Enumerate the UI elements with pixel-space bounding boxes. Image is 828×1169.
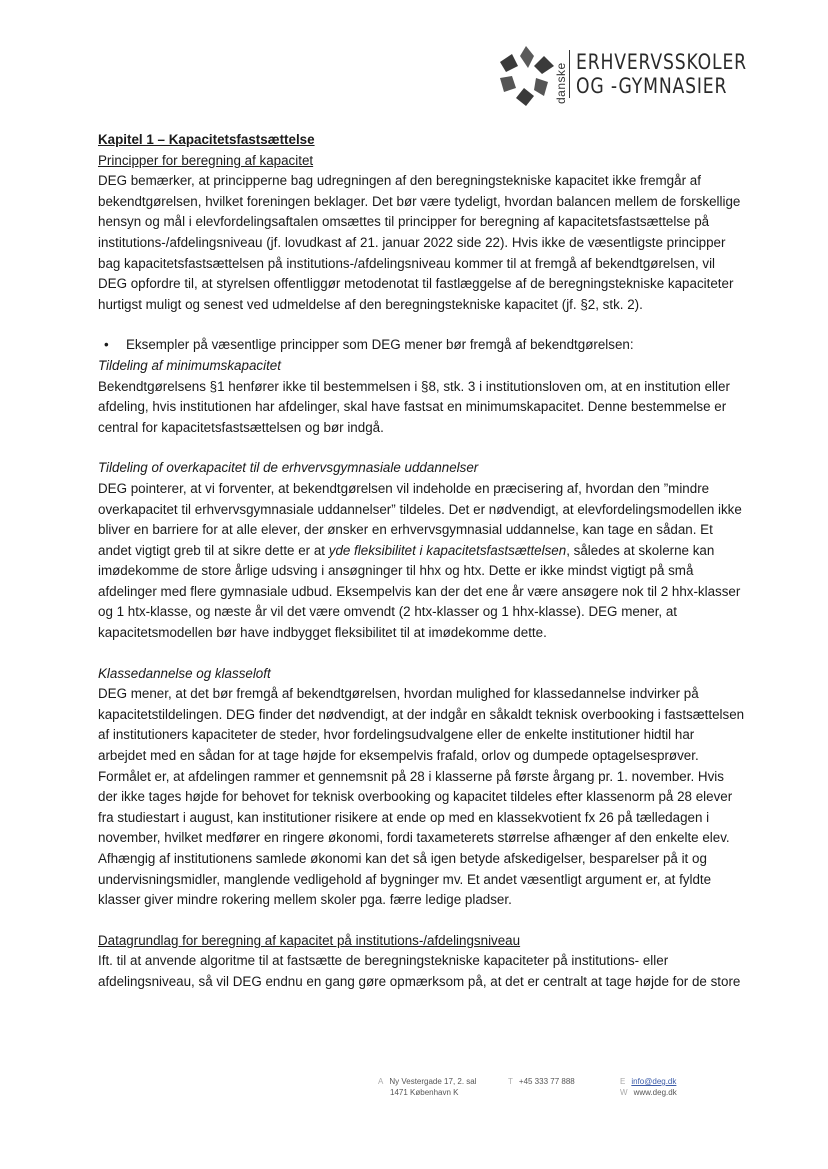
logo-line-2: OG -GYMNASIER bbox=[576, 74, 728, 98]
email-label: E bbox=[620, 1077, 626, 1086]
logo-divider bbox=[569, 50, 570, 98]
address-line-1: Ny Vestergade 17, 2. sal bbox=[389, 1077, 477, 1086]
data-basis-paragraph: Ift. til at anvende algoritme til at fastsætte de beregningstekniske kapaciteter på institutions- eller afdelingsniveau, så vil DEG endnu en gang gøre opmærksom på, at det er centralt at tage højde for de store bbox=[98, 953, 741, 989]
web-label: W bbox=[620, 1088, 628, 1097]
deg-logo bbox=[496, 44, 756, 114]
minimum-capacity-text: Bekendtgørelsens §1 henfører ikke til bestemmelsen i §8, stk. 3 i institutionsloven om, at en institution eller afdeling, hvis institutionen har afdelinger, skal have fastsat en minimumskapacitet. Denne bestemmelse er central for kapacitetsfastsættelsen og bør indgå. bbox=[98, 378, 730, 435]
phone-label: T bbox=[508, 1077, 513, 1086]
star-logo-icon bbox=[496, 44, 556, 108]
examples-bullet-text: Eksempler på væsentlige principper som DEG mener bør fremgå af bekendtgørelsen: bbox=[126, 337, 634, 353]
overcapacity-text-a: DEG pointerer, at vi forventer, at bekendtgørelsen vil indeholde en præcisering af, hvordan den ”mindre overkapacitet til erhvervsgymnasiale uddannelser” tildeles. Det er nødvendigt, at elevfordelingsmodellen ikke bliver en barriere for at alle elever, der ønsker en erhvervsgymnasial uddannelse, kan tage en sådan. Et andet vigtigt greb til at sikre dette er at bbox=[98, 480, 742, 558]
overcapacity-text bbox=[98, 479, 746, 644]
examples-bullet bbox=[98, 335, 746, 356]
document-body bbox=[98, 130, 746, 993]
overcapacity-text-b: , således at skolerne kan imødekomme de store årlige udsving i ansøgninger til hhx og htx. Dette er ikke mindst vigtigt på små afdelinger med flere gymnasiale udbud. Eksempelvis kan der det ene år være ansøgere nok til 2 hhx-klasser og 1 htx-klasse, og næste år vil det være omvendt (2 htx-klasser og 1 hhx-klasse). DEG mener, at kapacitetsmodellen bør have indbygget fleksibilitet til at imødekomme dette. bbox=[98, 542, 741, 641]
overcapacity-text-emphasis: yde fleksibilitet i kapacitetsfastsættelsen bbox=[328, 542, 567, 558]
web-link[interactable]: www.deg.dk bbox=[633, 1088, 677, 1097]
chapter-heading: Kapitel 1 – Kapacitetsfastsættelse bbox=[98, 132, 315, 147]
logo-line-1: ERHVERVSSKOLER bbox=[576, 50, 747, 74]
class-formation-title: Klassedannelse og klasseloft bbox=[98, 665, 271, 681]
overcapacity-title: Tildeling of overkapacitet til de erhvervsgymnasiale uddannelser bbox=[98, 460, 479, 476]
principles-subheading: Principper for beregning af kapacitet bbox=[98, 152, 314, 168]
class-formation-text: DEG mener, at det bør fremgå af bekendtgørelsen, hvordan mulighed for klassedannelse indvirker på kapacitetstildelingen. DEG finder det nødvendigt, at der indgår en såkaldt teknisk overbooking i fastsættelsen af institutioners kapaciteter de steder, hvor fordelingsudvalgene eller de enkelte institutioner hidtil har arbejdet med en sådan for at tage højde for eksempelvis frafald, orlov og dumpede optagelsesprøver. Formålet er, at afdelingen rammer et gennemsnit på 28 i klasserne på første årgang pr. 1. november. Hvis der ikke tages højde for behovet for teknisk overbooking og kapacitet tildeles efter klassenorm på 28 elever fra studiestart i august, kan institutioner risikere at ende op med en klassekvotient fx 26 på tælledagen i november, hvilket medfører en ringere økonomi, fordi taxameterets størrelse afhænger af den enkelte elev. Afhængig af institutionens samlede økonomi kan det så igen betyde afskedigelser, besparelser på it og undervisningsmidler, manglende vedligehold af bygninger mv. Et andet væsentligt argument er, at fyldte klasser giver mindre rokering mellem skoler pga. færre ledige pladser. bbox=[98, 686, 745, 908]
logo-vertical-word: danske bbox=[554, 62, 568, 104]
footer-contact bbox=[620, 1076, 677, 1098]
principles-paragraph: DEG bemærker, at principperne bag udregningen af den beregningstekniske kapacitet ikke fremgår af bekendtgørelsen, hvilket foreningen beklager. Det bør være tydeligt, hvordan balancen mellem de forskellige hensyn og mål i elevfordelingsaftalen omsættes til principper for beregning af kapacitetsfastsættelse på institutions-/afdelingsniveau (jf. lovudkast af 21. januar 2022 side 22). Hvis ikke de væsentligste principper bag kapacitetsfastsættelsen på institutions-/afdelingsniveau kommer til at fremgå af bekendtgørelsen, vil DEG opfordre til, at styrelsen offentliggør metodenotat til fastlæggelse af de beregningstekniske kapaciteter hurtigst muligt og senest ved udmeldelse af den beregningstekniske kapacitet (jf. §2, stk. 2). bbox=[98, 173, 741, 312]
footer-address bbox=[378, 1076, 477, 1098]
phone-number: +45 333 77 888 bbox=[518, 1077, 575, 1086]
address-label: A bbox=[378, 1077, 384, 1086]
address-line-2: 1471 København K bbox=[390, 1088, 459, 1097]
bullet-dot-icon: • bbox=[104, 337, 109, 353]
minimum-capacity-title: Tildeling af minimumskapacitet bbox=[98, 357, 281, 373]
footer-phone bbox=[508, 1076, 575, 1087]
data-basis-subheading: Datagrundlag for beregning af kapacitet på institutions-/afdelingsniveau bbox=[98, 932, 521, 948]
email-link[interactable]: info@deg.dk bbox=[631, 1077, 677, 1086]
